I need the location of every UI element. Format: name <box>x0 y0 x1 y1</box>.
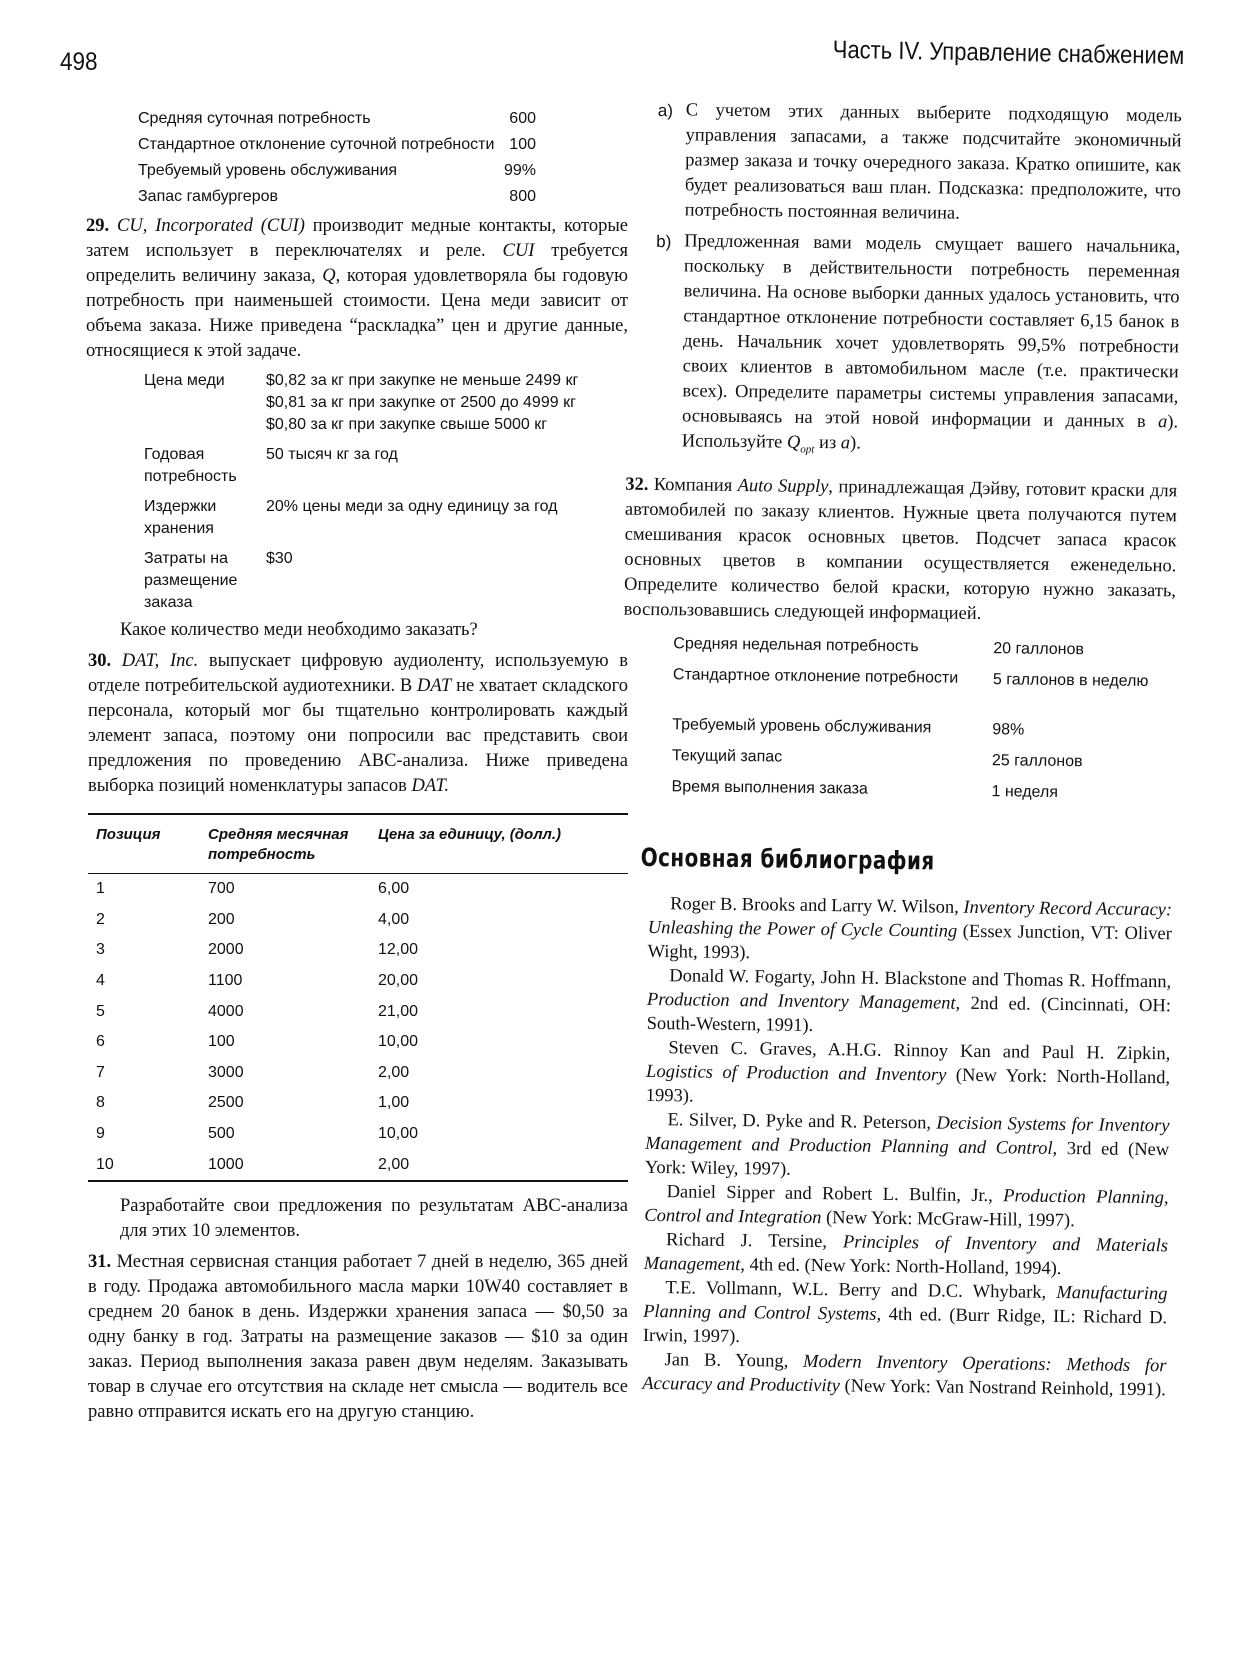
table-cell: 6 <box>96 1033 105 1051</box>
table-row <box>88 996 628 1027</box>
table-cell: 4 <box>96 972 105 990</box>
table-cell: 1,00 <box>378 1094 410 1112</box>
column-header: Цена за единицу, (долл.) <box>370 814 628 874</box>
bibliography-heading: Основная библиография <box>640 842 935 876</box>
table-cell: 8 <box>96 1094 105 1112</box>
running-head: Часть IV. Управление снабжением <box>832 35 1184 70</box>
table-cell: 2500 <box>208 1094 244 1112</box>
bibliography-entry: Daniel Sipper and Robert L. Bulfin, Jr., Production Planning, Control and Integration (New York: McGraw-Hill, 1997). <box>644 1181 1169 1231</box>
table-cell: 6,00 <box>378 880 410 898</box>
table-cell: 9 <box>96 1125 105 1143</box>
table-cell: 7 <box>96 1063 105 1081</box>
problem-31-part-a: a) С учетом этих данных выберите подходящую модель управления запасами, а также подсчитайте экономичный размер заказа и точку очередного заказа. Кратко опишите, как будет реализоваться ваш план. Подсказка: предположите, что потребность постоянная величина. <box>657 100 1182 224</box>
table-row: Стандартное отклонение потребности 5 галлонов в неделю <box>672 665 1149 690</box>
problem-29: 29. CU, Incorporated (CUI) производит медные контакты, которые затем использует в переключателях и реле. CUI требуется определить величину заказа, Q, которая удовлетворяла бы годовую потребность при наименьшей стоимости. Цена меди зависит от объема заказа. Ниже приведена “раскладка” цен и другие данные, относящиеся к этой задаче. <box>86 216 628 361</box>
table-cell: 2000 <box>208 941 244 959</box>
bibliography-entry: Jan B. Young, Modern Inventory Operations: Methods for Accuracy and Productivity (New York: Van Nostrand Reinhold, 1991). <box>642 1349 1167 1400</box>
table-row: Стандартное отклонение суточной потребности 100 <box>138 136 536 153</box>
problem-30-after: Разработайте свои предложения по результатам ABC-анализа для этих 10 элементов. <box>120 1195 628 1241</box>
problem-number: 29. <box>86 216 110 236</box>
bibliography-entry: Donald W. Fogarty, John H. Blackstone and Thomas R. Hoffmann, Production and Inventory Management, 2nd ed. (Cincinnati, OH: South-Western, 1991). <box>646 965 1172 1036</box>
bibliography-entry: Steven C. Graves, A.H.G. Rinnoy Kan and Paul H. Zipkin, Logistics of Production and Inventory (New York: North-Holland, 1993). <box>645 1037 1171 1107</box>
column-header: Позиция <box>88 814 200 874</box>
page-number: 498 <box>60 48 98 76</box>
table-row <box>88 1058 628 1089</box>
table-cell: 2,00 <box>378 1063 410 1081</box>
abc-inventory-table <box>88 813 628 1182</box>
table-row <box>88 935 628 966</box>
table-row <box>88 1088 628 1119</box>
problem-32: 32. Компания Auto Supply, принадлежащая Дэйву, готовит краски для автомобилей по заказу клиентов. Нужные цвета получаются путем смешивания красок основных цветов. Подсчет запаса красок основных цветов в компании осуществляется еженедельно. Определите количество белой краски, которую нужно заказать, воспользовавшись следующей информацией. <box>623 474 1178 624</box>
table-row <box>88 874 628 905</box>
table-row: Время выполнения заказа 1 неделя <box>671 777 1059 801</box>
table-cell: 5 <box>96 1002 105 1020</box>
bibliography-entry: E. Silver, D. Pyke and R. Peterson, Decision Systems for Inventory Management and Production Planning and Control, 3rd ed (New York: Wiley, 1997). <box>644 1109 1170 1180</box>
table-row: Требуемый уровень обслуживания 99% <box>138 162 536 179</box>
table-cell: 2,00 <box>370 1149 628 1181</box>
problem-29-question: Какое количество меди необходимо заказать? <box>120 620 478 640</box>
table-row <box>88 1119 628 1150</box>
bibliography-list <box>642 892 1172 1402</box>
right-column <box>623 98 1182 1402</box>
problem-31: 31. Местная сервисная станция работает 7 дней в неделю, 365 дней в году. Продажа автомобильного масла марки 10W40 составляет в среднем 20 банок в день. Издержки хранения запаса — $0,50 за одну банку в год. Затраты на размещение заказов — $10 за один заказ. Период выполнения заказа равен двум неделям. Заказывать товар в случае его отсутствия на складе нет смысла — водитель все равно отправится искать его на другую станцию. <box>88 1251 628 1422</box>
company-name: DAT, Inc. <box>121 651 199 671</box>
table-cell: 500 <box>208 1125 235 1143</box>
table-cell: 3 <box>96 941 105 959</box>
table-row <box>88 1149 628 1181</box>
problem-31-part-b: b) Предложенная вами модель смущает вашего начальника, поскольку в действительности потребность переменная величина. На основе выборки данных удалось установить, что стандартное отклонение потребности составляет 6,15 банок в день. Начальник хочет удовлетворять 99,5% потребности своих клиентов в автомобильном масле (т.е. практически всех). Определите параметры системы управления запасами, основываясь на этой новой информации и данных в а). Используйте $Q_{opt}$ из а). <box>656 231 1181 456</box>
table-cell: 10 <box>88 1149 200 1181</box>
bibliography-entry: T.E. Vollmann, W.L. Berry and D.C. Whybark, Manufacturing Planning and Control Systems, 4th ed. (Burr Ridge, IL: Richard D. Irwin, 1997). <box>642 1277 1168 1347</box>
bibliography-entry: Richard J. Tersine, Principles of Inventory and Materials Management, 4th ed. (New York: North-Holland, 1994). <box>643 1229 1169 1279</box>
table-cell: 200 <box>208 910 235 928</box>
copper-price-table: Цена меди $0,82 за кг при закупке не меньше 2499 кг $0,81 за кг при закупке от 2500 до 4999 кг $0,80 за кг при закупке свыше 5000 кг Годовая потребность 50 тысяч кг за год Издержки хранения 20% цены меди за одну единицу за год Затраты на размещение заказа $30 <box>144 372 579 611</box>
table-row <box>88 966 628 997</box>
table-cell: 21,00 <box>378 1002 419 1020</box>
table-row <box>88 905 628 936</box>
table-header-row <box>88 814 628 874</box>
table-row: Средняя недельная потребность 20 галлонов <box>673 634 1085 658</box>
bibliography-entry: Roger B. Brooks and Larry W. Wilson, Inventory Record Accuracy: Unleashing the Power of Cycle Counting (Essex Junction, VT: Oliver Wight, 1993). <box>647 893 1173 963</box>
table-cell: 3000 <box>208 1063 244 1081</box>
table-cell: 10,00 <box>378 1125 419 1143</box>
table-cell: 2 <box>96 910 105 928</box>
table-cell: 20,00 <box>378 972 419 990</box>
left-column <box>88 106 628 1425</box>
table-row: Средняя суточная потребность 600 <box>138 110 536 127</box>
table-cell: 12,00 <box>378 941 419 959</box>
hamburger-data-table <box>138 106 536 210</box>
company-name: CU, Incorporated <box>117 216 253 236</box>
table-cell: 1000 <box>200 1149 370 1181</box>
table-cell: 700 <box>208 880 235 898</box>
table-cell: 1 <box>96 880 105 898</box>
white-paint-table <box>671 635 1175 815</box>
table-row: Текущий запас 25 галлонов <box>671 746 1083 770</box>
table-cell: 4000 <box>208 1002 244 1020</box>
table-cell: 100 <box>208 1033 235 1051</box>
table-row <box>88 1027 628 1058</box>
table-cell: 10,00 <box>378 1033 419 1051</box>
company-name: Auto Supply <box>737 475 829 497</box>
problem-30: 30. DAT, Inc. выпускает цифровую аудиоленту, используемую в отделе потребительской аудиотехники. В DAT не хватает складского персонала, который мог бы тщательно контролировать каждый элемент запаса, поэтому они попросили вас представить свои предложения по проведению ABC-анализа. Ниже приведена выборка позиций номенклатуры запасов DAT. <box>88 651 628 796</box>
table-cell: 4,00 <box>378 910 410 928</box>
table-row: Требуемый уровень обслуживания 98% <box>672 715 1025 739</box>
table-row: Запас гамбургеров 800 <box>138 188 536 205</box>
table-cell: 1100 <box>208 972 243 990</box>
column-header: Средняя месячная потребность <box>200 814 370 874</box>
